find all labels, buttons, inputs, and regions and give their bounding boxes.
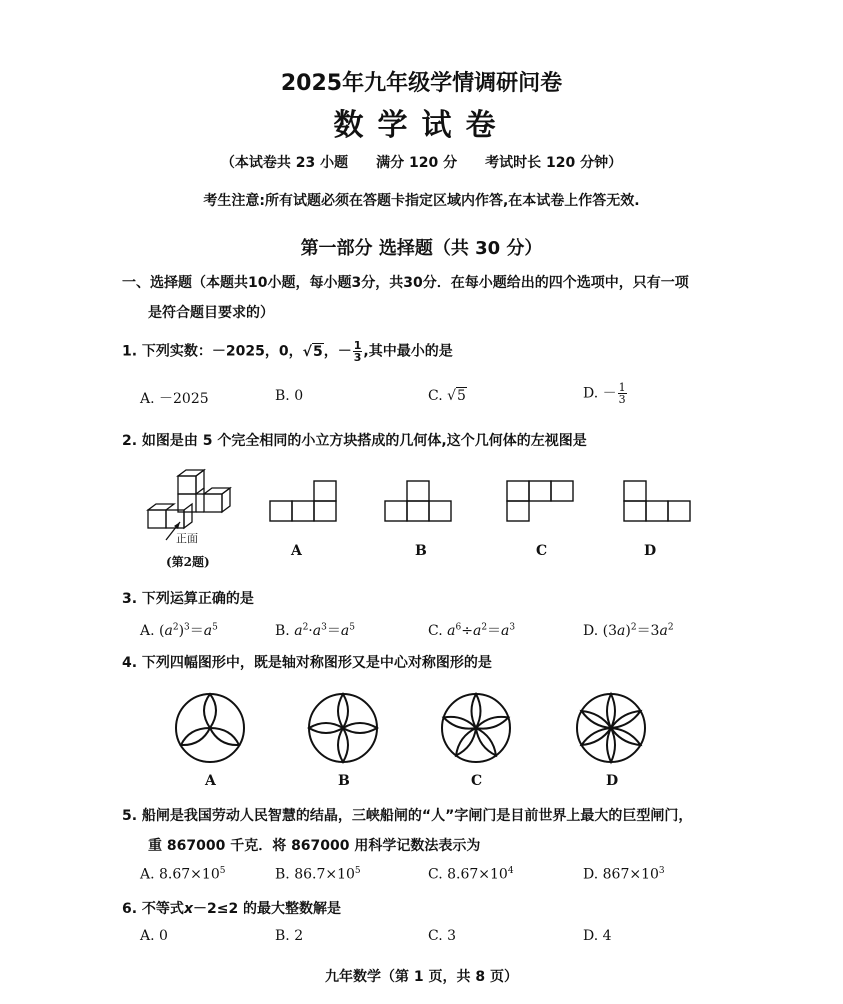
q6-option-c: C. 3 [428, 928, 457, 944]
page-footer: 九年数学（第 1 页，共 8 页） [325, 969, 518, 985]
q6-option-d: D. 4 [583, 928, 612, 944]
q2-front-label: 正面 [176, 532, 198, 545]
q6-option-b: B. 2 [275, 928, 304, 944]
q1-option-a: A. －2025 [140, 391, 209, 407]
q6-option-a: A. 0 [140, 928, 168, 944]
question-5-line2: 重 867000 千克．将 867000 用科学记数法表示为 [148, 838, 481, 854]
q4-option-b-label: B [338, 773, 350, 789]
q4-option-c-label: C [471, 773, 483, 789]
q1-option-d: D. － $\frac{1}{3}$ [583, 381, 626, 406]
q2-figure-caption: (第2题) [166, 555, 210, 569]
section-instructions-line2: 是符合题目要求的） [148, 305, 274, 321]
q5-option-c: C. $8.67\times 10^4$ [428, 866, 514, 883]
q3-option-b: B. $a^2\cdot a^3=a^5$ [275, 622, 355, 639]
q4-option-c-figure [440, 692, 512, 764]
q3-option-d: D. $(3a)^2=3a^2$ [583, 622, 674, 639]
q2-option-c-label: C [536, 543, 548, 559]
q4-option-d-figure [575, 692, 647, 764]
q5-option-a: A. $8.67\times 10^5$ [140, 866, 226, 883]
q2-option-b-label: B [415, 543, 427, 559]
q2-option-a-view [268, 480, 340, 524]
q1-option-b: B. 0 [275, 388, 304, 404]
question-2-stem: 2. 如图是由 5 个完全相同的小立方块搭成的几何体,这个几何体的左视图是 [122, 433, 587, 449]
q3-option-a: A. $(a^2)^3=a^5$ [140, 622, 218, 639]
q2-option-b-view [383, 480, 455, 524]
part1-heading: 第一部分 选择题（共 30 分） [300, 238, 543, 259]
q5-option-b: B. $86.7\times 10^5$ [275, 866, 361, 883]
section-instructions-line1: 一、选择题（本题共10小题，每小题3分，共30分．在每小题给出的四个选项中，只有一项 [122, 275, 689, 291]
q4-option-a-figure [174, 692, 246, 764]
exam-info: （本试卷共 23 小题 满分 120 分 考试时长 120 分钟） [220, 155, 623, 171]
q4-option-a-label: A [205, 773, 216, 789]
q2-option-d-view [622, 480, 694, 524]
exam-title: 2025年九年级学情调研问卷 [280, 71, 563, 96]
q4-option-b-figure [307, 692, 379, 764]
q3-option-c: C. $a^6\div a^2=a^3$ [428, 622, 516, 639]
q2-option-d-label: D [644, 543, 657, 559]
question-5-line1: 5. 船闸是我国劳动人民智慧的结晶，三峡船闸的“人”字闸门是目前世界上最大的巨型闸门， [122, 808, 693, 824]
question-4-stem: 4. 下列四幅图形中，既是轴对称图形又是中心对称图形的是 [122, 655, 492, 671]
q2-option-a-label: A [291, 543, 302, 559]
q1-option-c: C. √5 [428, 388, 466, 404]
q5-option-d: D. $867\times 10^3$ [583, 866, 665, 883]
question-1-stem: 1. 下列实数：－2025，0，√5，－ $\frac{1}{3}$ ,其中最小的是 [122, 339, 453, 364]
subject-title: 数学试卷 [333, 108, 510, 143]
question-3-stem: 3. 下列运算正确的是 [122, 591, 254, 607]
q2-option-c-view [505, 480, 577, 524]
candidate-notice: 考生注意:所有试题必须在答题卡指定区域内作答,在本试卷上作答无效. [203, 193, 640, 209]
q4-option-d-label: D [606, 773, 619, 789]
question-6-stem: 6. 不等式x－2≤2 的最大整数解是 [122, 901, 342, 917]
